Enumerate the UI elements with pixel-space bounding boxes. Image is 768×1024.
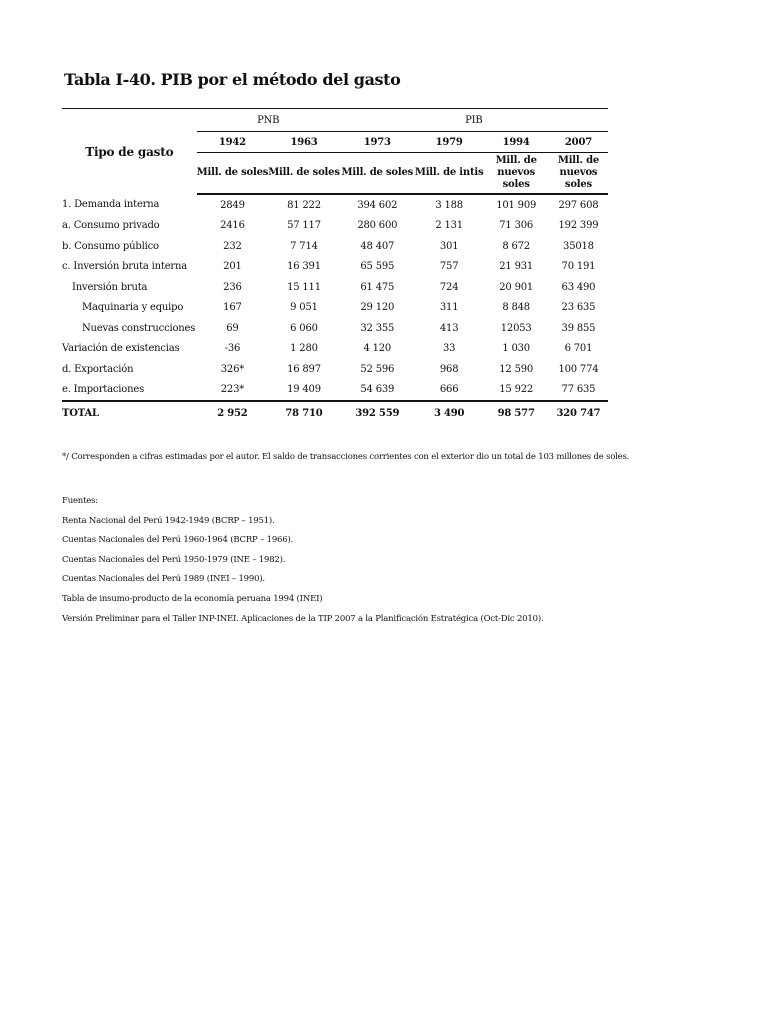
table-cell: 223*	[220, 384, 245, 396]
table-cell: 201	[223, 261, 242, 273]
table-cell: 1 280	[290, 343, 318, 355]
table-row	[62, 216, 608, 237]
row-label: c. Inversión bruta interna	[62, 261, 188, 273]
table-cell: 12 590	[499, 363, 534, 375]
table-cell: 32 355	[360, 322, 395, 334]
unit-header: Mill. de nuevos soles	[549, 153, 608, 195]
table-row	[62, 236, 608, 257]
sources-heading: Fuentes:	[62, 496, 98, 506]
unit-header: Mill. de intis	[415, 153, 484, 195]
table-cell: 236	[223, 281, 242, 293]
table-row	[62, 194, 608, 216]
group-pib: PIB	[340, 109, 608, 132]
table-cell: 35018	[563, 240, 594, 252]
row-label: Nuevas construcciones	[82, 322, 196, 334]
table-cell: 70 191	[561, 261, 596, 273]
source-item: Renta Nacional del Perú 1942-1949 (BCRP – 1951).	[62, 515, 275, 526]
table-cell: 394 602	[357, 199, 398, 211]
table-cell: 666	[439, 384, 459, 396]
table-cell: 4 120	[363, 343, 392, 355]
table-cell: 33	[442, 343, 456, 355]
table-cell: 61 475	[360, 281, 395, 293]
table-cell: 192 399	[558, 220, 599, 232]
row-label: Variación de existencias	[62, 343, 180, 355]
table-row	[62, 339, 608, 360]
table-cell: 77 635	[561, 384, 596, 396]
table-cell: 2416	[220, 220, 245, 232]
table-cell: -36	[224, 343, 241, 355]
row-label: e. Importaciones	[62, 384, 145, 396]
table-cell: 101 909	[496, 199, 537, 211]
table-cell: 16 391	[287, 261, 321, 273]
table-cell: 2 131	[435, 220, 463, 232]
source-item: Tabla de insumo-producto de la economía peruana 1994 (INEI)	[62, 593, 323, 604]
table-cell: 16 897	[287, 363, 321, 375]
table-cell: 757	[439, 261, 459, 273]
year-header: 1942	[197, 132, 269, 153]
table-cell: 232	[223, 240, 242, 252]
row-label: a. Consumo privado	[62, 220, 160, 232]
table-cell: 19 409	[287, 384, 321, 396]
footnote: */ Corresponden a cifras estimadas por el autor. El saldo de transacciones corrientes con el exterior dio un total de 103 millones de soles.	[62, 452, 630, 462]
table-cell: 12053	[500, 322, 532, 334]
table-cell: 39 855	[561, 322, 596, 334]
unit-header: Mill. de nuevos soles	[483, 153, 548, 195]
row-label: b. Consumo público	[62, 240, 159, 252]
table-cell: 71 306	[499, 220, 534, 232]
total-cell: 392 559	[340, 401, 415, 424]
table-row	[62, 298, 608, 319]
table-cell: 52 596	[360, 363, 395, 375]
source-item: Cuentas Nacionales del Perú 1989 (INEI – 1990).	[62, 574, 265, 585]
table-cell: 6 701	[564, 343, 593, 355]
table-cell: 7 714	[290, 240, 318, 252]
table-cell: 48 407	[360, 240, 395, 252]
table-cell: 2849	[220, 199, 245, 211]
total-label: TOTAL	[62, 401, 197, 424]
table-cell: 69	[226, 322, 239, 334]
unit-header: Mill. de soles	[268, 153, 340, 195]
table-body	[62, 194, 608, 401]
table-cell: 6 060	[290, 322, 318, 334]
total-cell: 3 490	[415, 401, 484, 424]
year-header: 1994	[483, 132, 548, 153]
table-cell: 23 635	[561, 302, 596, 314]
row-label: Maquinaria y equipo	[82, 302, 184, 314]
table-cell: 3 188	[435, 199, 463, 211]
table-row	[62, 277, 608, 298]
total-cell: 2 952	[197, 401, 269, 424]
table-row	[62, 257, 608, 278]
table-cell: 81 222	[287, 199, 321, 211]
year-header: 1973	[340, 132, 415, 153]
group-header-row	[62, 109, 608, 132]
table-cell: 20 901	[499, 281, 534, 293]
source-item: Cuentas Nacionales del Perú 1960-1964 (BCRP – 1966).	[62, 535, 294, 546]
table-cell: 413	[439, 322, 459, 334]
table-cell: 29 120	[360, 302, 395, 314]
table-cell: 326*	[220, 363, 245, 375]
row-label: Inversión bruta	[72, 281, 148, 293]
row-label: d. Exportación	[62, 363, 134, 375]
table-cell: 8 848	[502, 302, 530, 314]
total-cell: 78 710	[268, 401, 340, 424]
total-cell: 98 577	[483, 401, 548, 424]
row-label: 1. Demanda interna	[62, 199, 160, 211]
year-header: 2007	[549, 132, 608, 153]
table-row	[62, 318, 608, 339]
group-pnb: PNB	[197, 109, 340, 132]
table-cell: 9 051	[290, 302, 318, 314]
gdp-table	[62, 108, 608, 424]
total-cell: 320 747	[549, 401, 608, 424]
table-cell: 15 111	[287, 281, 321, 293]
table-cell: 57 117	[287, 220, 321, 232]
table-row	[62, 359, 608, 380]
table-cell: 54 639	[360, 384, 395, 396]
tipo-gasto-header: Tipo de gasto	[62, 109, 197, 195]
table-title: Tabla I-40. PIB por el método del gasto	[64, 70, 401, 89]
table-cell: 724	[439, 281, 459, 293]
table-cell: 65 595	[360, 261, 395, 273]
table-cell: 311	[439, 302, 459, 314]
table-cell: 100 774	[558, 363, 599, 375]
table-row	[62, 380, 608, 402]
sources-block	[62, 492, 543, 629]
table-cell: 280 600	[357, 220, 398, 232]
source-item: Versión Preliminar para el Taller INP-INEI. Aplicaciones de la TIP 2007 a la Planificación Estratégica (Oct-Dic 2010).	[62, 613, 544, 624]
unit-header: Mill. de soles	[197, 153, 269, 195]
table-cell: 8 672	[502, 240, 530, 252]
table-cell: 15 922	[499, 384, 534, 396]
table-cell: 968	[439, 363, 459, 375]
year-header: 1963	[268, 132, 340, 153]
table-cell: 297 608	[558, 199, 599, 211]
table-cell: 63 490	[561, 281, 596, 293]
unit-header: Mill. de soles	[340, 153, 415, 195]
total-row	[62, 401, 608, 424]
year-header: 1979	[415, 132, 484, 153]
table-cell: 21 931	[499, 261, 534, 273]
table-cell: 167	[223, 302, 242, 314]
table-cell: 1 030	[502, 343, 530, 355]
table-cell: 301	[439, 240, 459, 252]
source-item: Cuentas Nacionales del Perú 1950-1979 (INE – 1982).	[62, 554, 286, 565]
